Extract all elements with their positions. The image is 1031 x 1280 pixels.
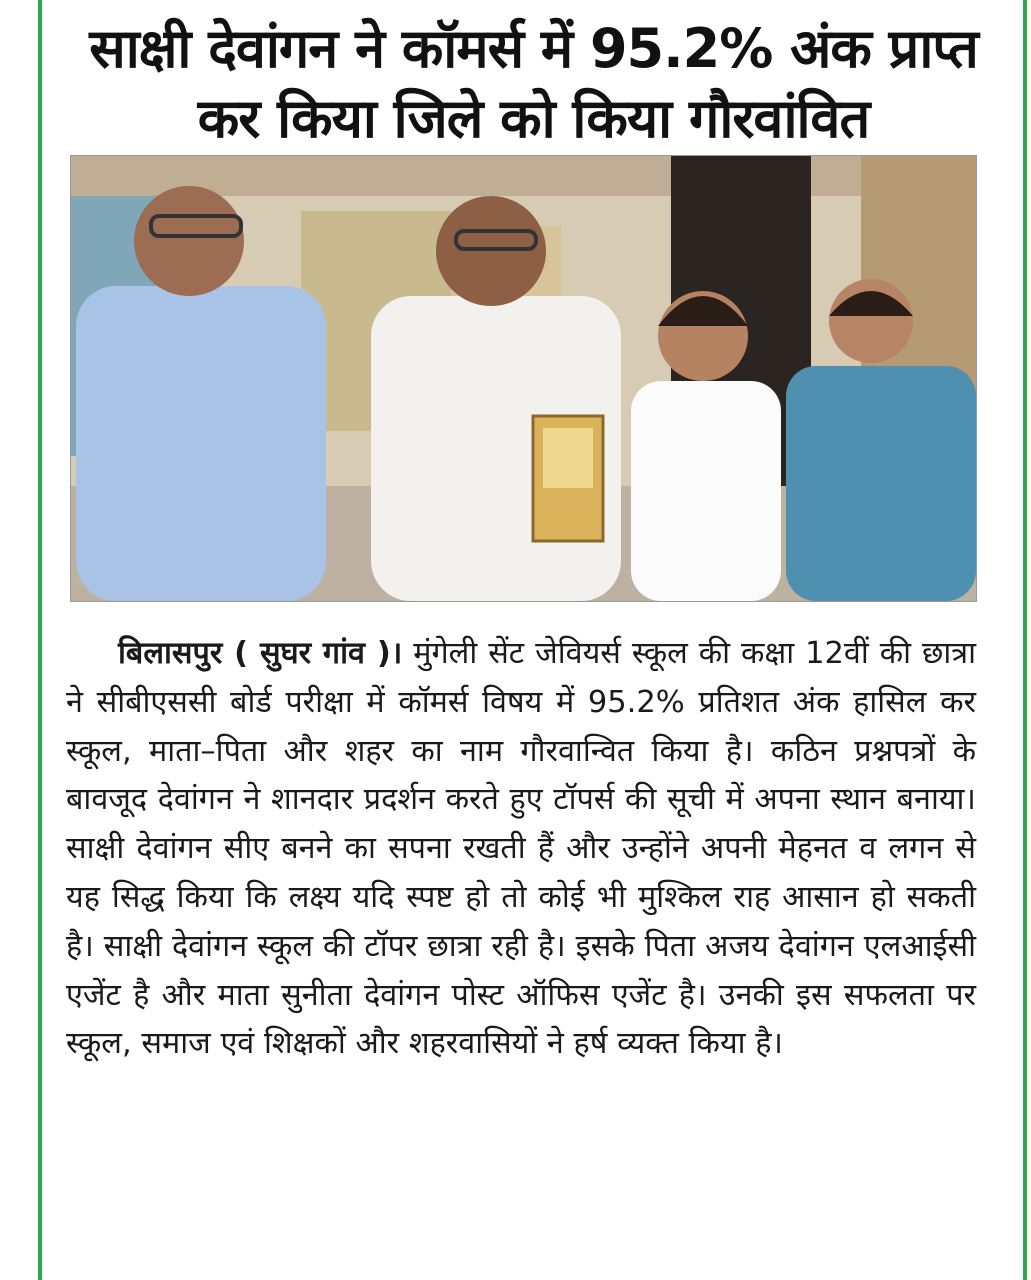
article-body	[66, 630, 976, 1069]
news-photo	[70, 155, 977, 602]
frame-border-left	[38, 0, 42, 1280]
headline-line-2: कर किया जिले को किया गौरवांवित	[197, 87, 870, 150]
headline	[50, 14, 1017, 154]
frame-border-right	[1023, 0, 1027, 1280]
article-body-text: मुंगेली सेंट जेवियर्स स्कूल की कक्षा 12वीं की छात्रा ने सीबीएससी बोर्ड परीक्षा में कॉमर्स विषय में 95.2% प्रतिशत अंक हासिल कर स्कूल, माता–पिता और शहर का नाम गौरवान्वित किया है। कठिन प्रश्नपत्रों के बावजूद देवांगन ने शानदार प्रदर्शन करते हुए टॉपर्स की सूची में अपना स्थान बनाया। साक्षी देवांगन सीए बनने का सपना रखती हैं और उन्होंने अपनी मेहनत व लगन से यह सिद्ध किया कि लक्ष्य यदि स्पष्ट हो तो कोई भी मुश्किल राह आसान हो सकती है। साक्षी देवांगन स्कूल की टॉपर छात्रा रही है। इसके पिता अजय देवांगन एलआईसी एजेंट है और माता सुनीता देवांगन पोस्ट ऑफिस एजेंट है। उनकी इस सफलता पर स्कूल, समाज एवं शिक्षकों और शहरवासियों ने हर्ष व्यक्त किया है।	[66, 636, 976, 1062]
headline-line-1: साक्षी देवांगन ने कॉमर्स में 95.2% अंक प्राप्त	[89, 17, 978, 80]
dateline: बिलासपुर ( सुघर गांव )।	[118, 636, 403, 671]
